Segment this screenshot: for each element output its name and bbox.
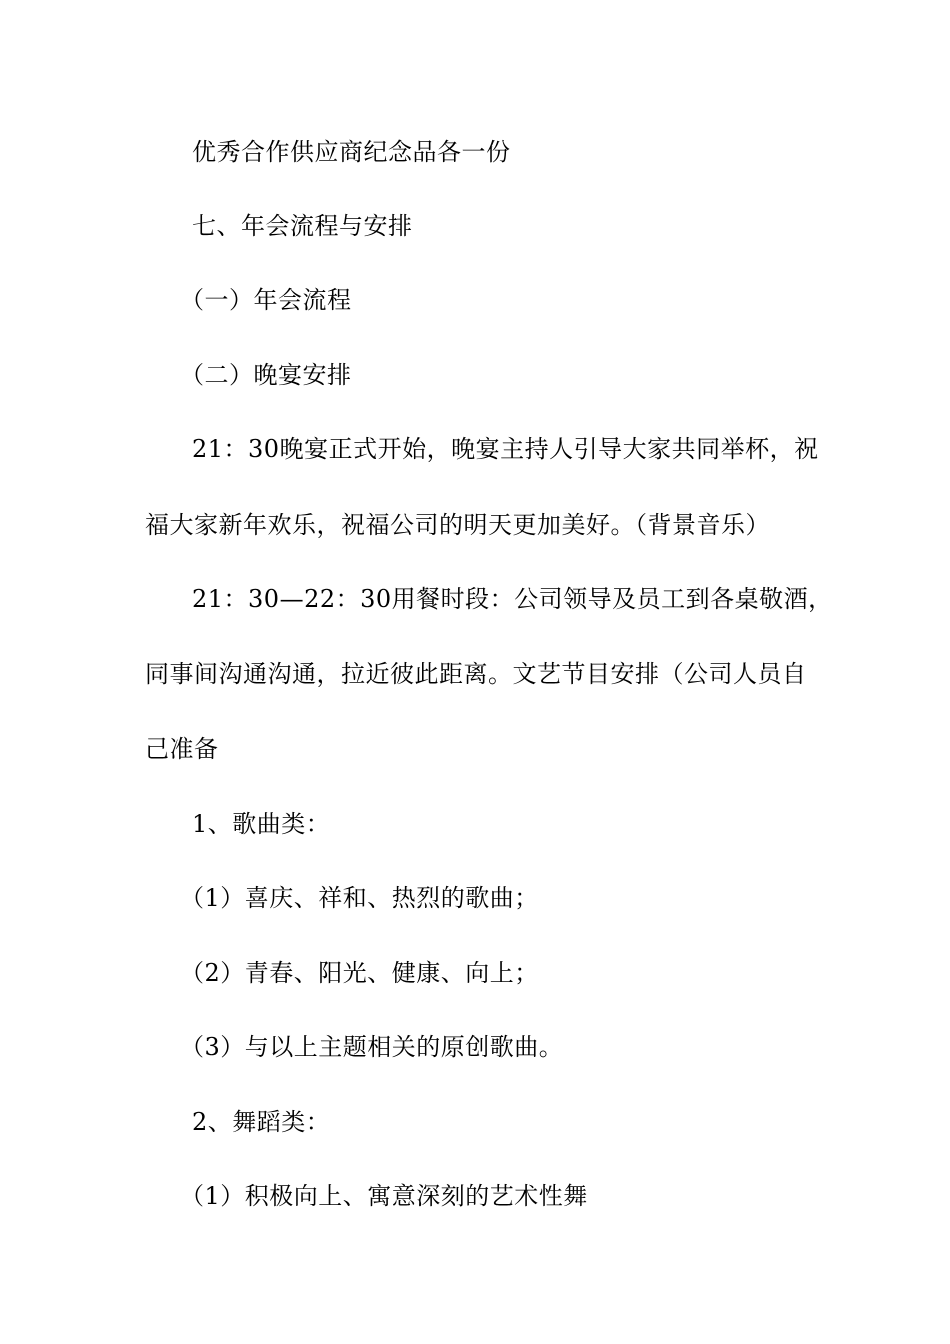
text-line-1: 优秀合作供应商纪念品各一份: [192, 138, 511, 166]
list-item-songs-1: （1）喜庆、祥和、热烈的歌曲；: [180, 884, 539, 912]
list-item-dance-1: （1）积极向上、寓意深刻的艺术性舞: [180, 1182, 588, 1210]
subheading-1: （一）年会流程: [180, 286, 352, 314]
list-heading-songs: 1、歌曲类：: [192, 810, 331, 838]
list-heading-dance: 2、舞蹈类：: [192, 1108, 331, 1136]
paragraph-2-line-3: 己准备: [145, 735, 219, 763]
paragraph-1-line-2: 福大家新年欢乐，祝福公司的明天更加美好。（背景音乐）: [145, 511, 770, 539]
subheading-2: （二）晚宴安排: [180, 361, 352, 389]
paragraph-1-line-1: 21：30晚宴正式开始，晚宴主持人引导大家共同举杯，祝: [192, 435, 819, 463]
list-item-songs-3: （3）与以上主题相关的原创歌曲。: [180, 1033, 564, 1061]
section-heading-7: 七、年会流程与安排: [192, 212, 413, 240]
paragraph-2-line-2: 同事间沟通沟通，拉近彼此距离。文艺节目安排（公司人员自: [145, 660, 807, 688]
list-item-songs-2: （2）青春、阳光、健康、向上；: [180, 959, 539, 987]
paragraph-2-line-1: 21：30—22：30用餐时段：公司领导及员工到各桌敬酒，: [192, 585, 833, 613]
